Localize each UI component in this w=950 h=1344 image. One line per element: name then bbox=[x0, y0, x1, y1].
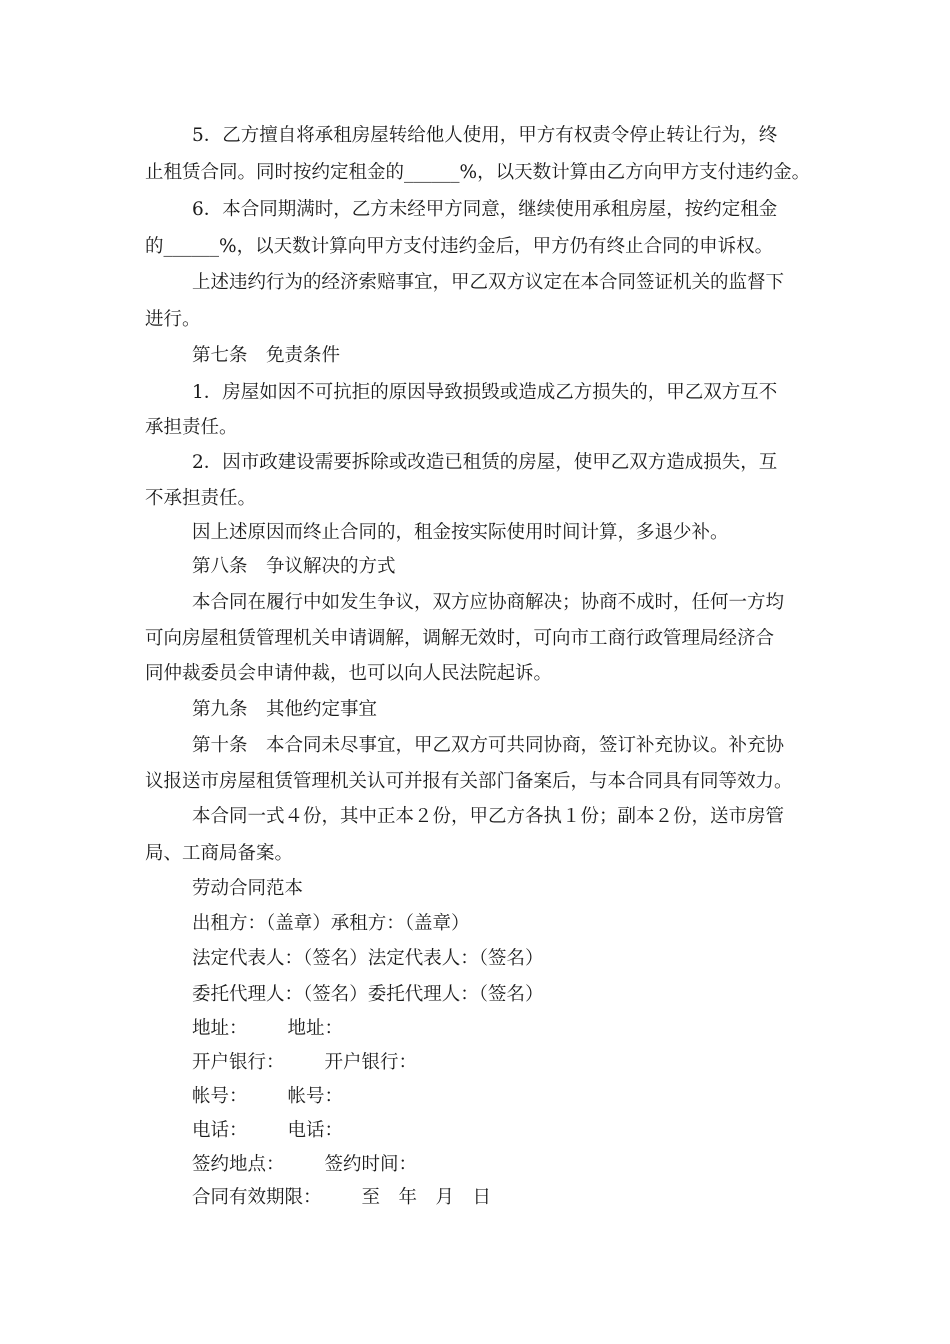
article-8-line-2: 可向房屋租赁管理机关申请调解，调解无效时，可向市工商行政管理局经济合 bbox=[145, 628, 775, 649]
clause-6-line-2: 的______%，以天数计算向甲方支付违约金后，甲方仍有终止合同的申诉权。 bbox=[145, 236, 774, 257]
template-title: 劳动合同范本 bbox=[192, 878, 304, 899]
signing-place-label: 签约地点： bbox=[192, 1154, 285, 1175]
signing-time-label: 签约时间： bbox=[324, 1154, 418, 1175]
address-label-lessee: 地址： bbox=[287, 1018, 344, 1039]
account-label-lessor: 帐号： bbox=[192, 1086, 248, 1107]
account-label-lessee: 帐号： bbox=[287, 1086, 344, 1107]
address-line bbox=[192, 1017, 343, 1041]
article-8-line-3: 同仲裁委员会申请仲裁，也可以向人民法院起诉。 bbox=[145, 663, 553, 684]
phone-label-lessor: 电话： bbox=[192, 1120, 248, 1141]
copies-line-1: 本合同一式４份，其中正本２份，甲乙方各执１份；副本２份，送市房管 bbox=[192, 806, 785, 827]
clause-5-line-2: 止租赁合同。同时按约定租金的______%，以天数计算由乙方向甲方支付违约金。 bbox=[145, 162, 811, 183]
validity-date: 至 年 月 日 bbox=[361, 1187, 492, 1208]
legal-representative-line: 法定代表人：（签名）法定代表人：（签名） bbox=[192, 948, 544, 969]
phone-line bbox=[192, 1119, 343, 1143]
article-7-item-1-line-1: 1．房屋如因不可抗拒的原因导致损毁或造成乙方损失的，甲乙双方互不 bbox=[192, 382, 778, 403]
article-9-heading: 第九条 其他约定事宜 bbox=[192, 699, 378, 720]
account-line bbox=[192, 1085, 343, 1109]
article-7-item-1-line-2: 承担责任。 bbox=[145, 417, 238, 438]
validity-line bbox=[192, 1186, 491, 1210]
address-label-lessor: 地址： bbox=[192, 1018, 248, 1039]
article-7-item-2-line-1: 2．因市政建设需要拆除或改造已租赁的房屋，使甲乙双方造成损失，互 bbox=[192, 452, 778, 473]
validity-label: 合同有效期限： bbox=[192, 1187, 322, 1208]
signing-line bbox=[192, 1153, 417, 1177]
bank-label-lessor: 开户银行： bbox=[192, 1052, 285, 1073]
article-10-line-2: 议报送市房屋租赁管理机关认可并报有关部门备案后，与本合同具有同等效力。 bbox=[145, 771, 793, 792]
lessor-lessee-seal-line: 出租方：（盖章）承租方：（盖章） bbox=[192, 913, 470, 934]
article-7-note: 因上述原因而终止合同的，租金按实际使用时间计算，多退少补。 bbox=[192, 522, 729, 543]
liability-line-1: 上述违约行为的经济索赔事宜，甲乙双方议定在本合同签证机关的监督下 bbox=[192, 272, 785, 293]
article-8-line-1: 本合同在履行中如发生争议，双方应协商解决；协商不成时，任何一方均 bbox=[192, 592, 785, 613]
clause-5-line-1: 5．乙方擅自将承租房屋转给他人使用，甲方有权责令停止转让行为，终 bbox=[192, 125, 778, 146]
bank-line bbox=[192, 1051, 417, 1075]
bank-label-lessee: 开户银行： bbox=[324, 1052, 418, 1073]
liability-line-2: 进行。 bbox=[145, 309, 201, 330]
article-8-heading: 第八条 争议解决的方式 bbox=[192, 556, 396, 577]
article-7-item-2-line-2: 不承担责任。 bbox=[145, 488, 257, 509]
article-10-line-1: 第十条 本合同未尽事宜，甲乙双方可共同协商，签订补充协议。补充协 bbox=[192, 735, 785, 756]
copies-line-2: 局、工商局备案。 bbox=[145, 843, 294, 864]
authorized-agent-line: 委托代理人：（签名）委托代理人：（签名） bbox=[192, 984, 544, 1005]
phone-label-lessee: 电话： bbox=[287, 1120, 344, 1141]
clause-6-line-1: 6．本合同期满时，乙方未经甲方同意，继续使用承租房屋，按约定租金 bbox=[192, 199, 778, 220]
article-7-heading: 第七条 免责条件 bbox=[192, 345, 341, 366]
